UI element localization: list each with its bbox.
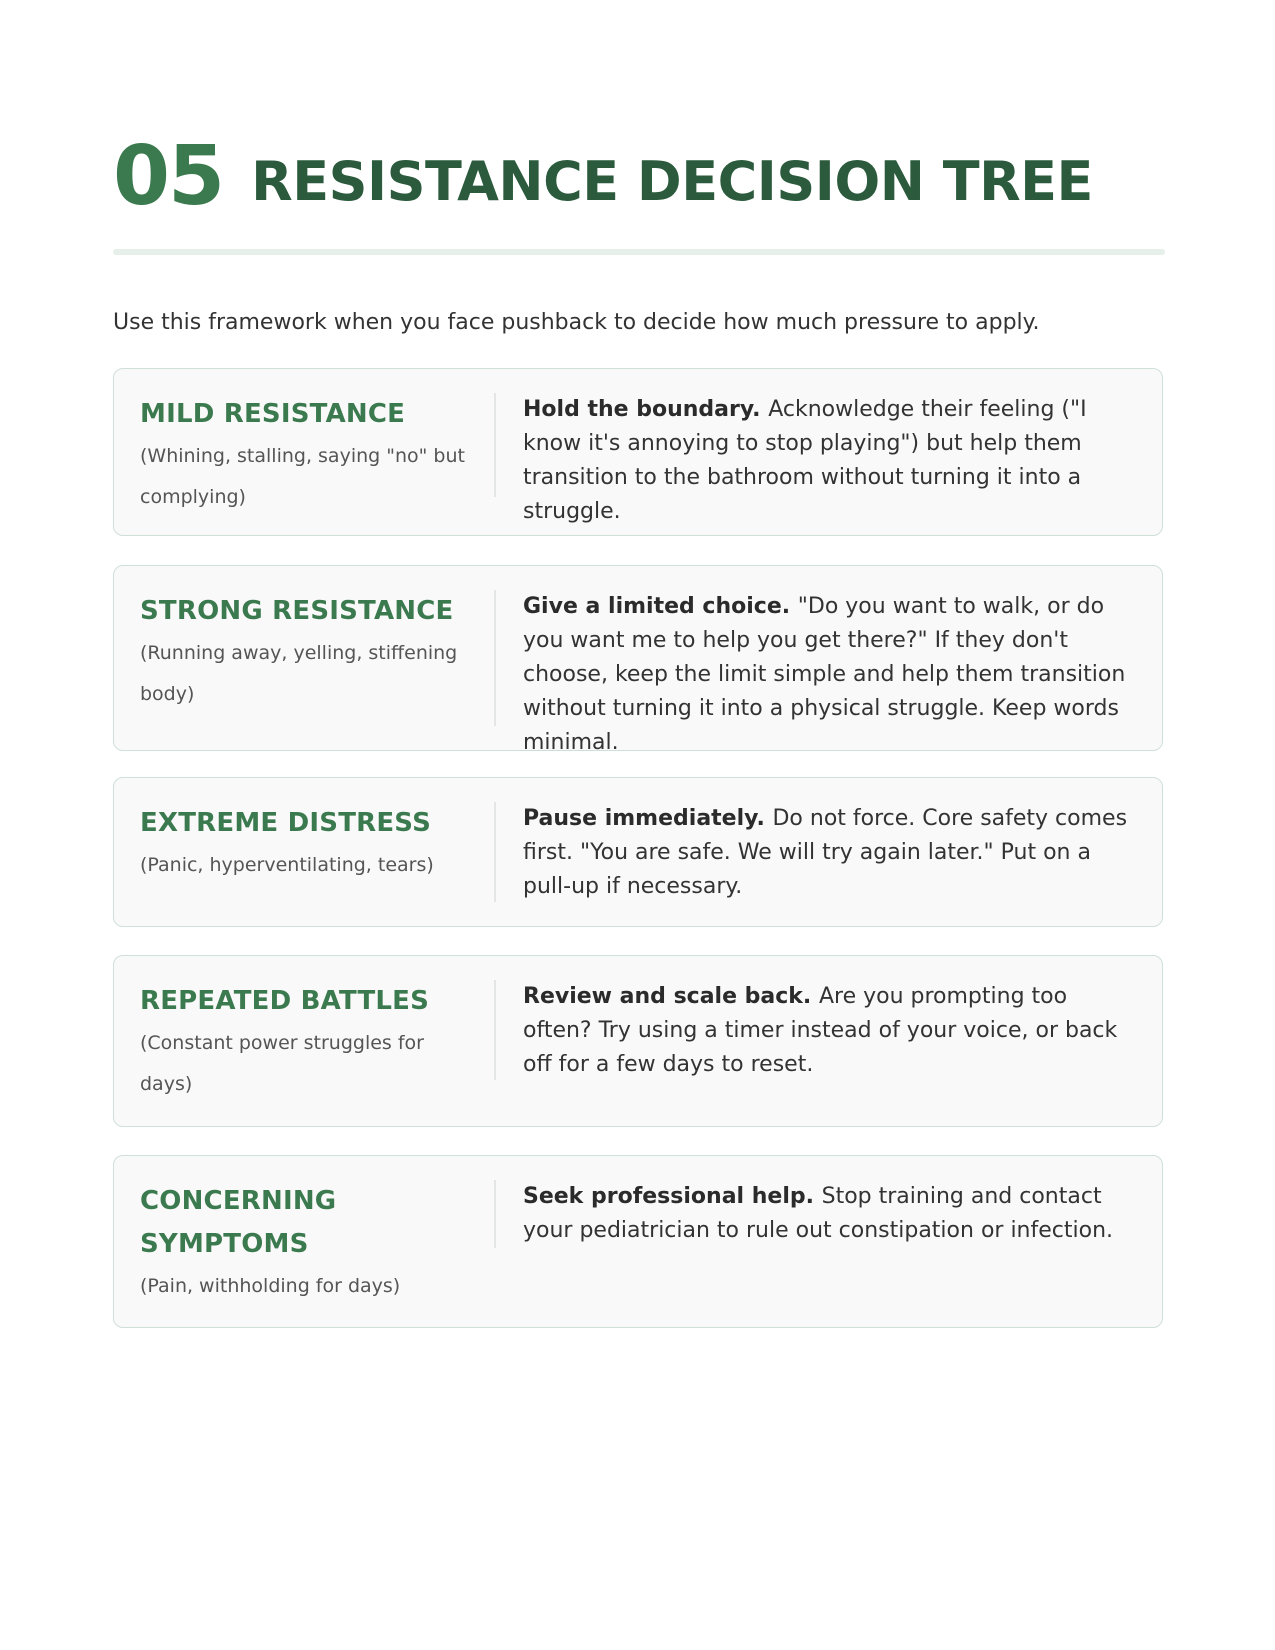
intro-text: Use this framework when you face pushback to decide how much pressure to apply. <box>113 310 1040 335</box>
card-mild-resistance <box>113 368 1163 536</box>
card-category <box>140 590 470 715</box>
card-guidance <box>523 393 1138 529</box>
guidance-body: Stop training and contact your pediatrician to rule out constipation or infection. <box>523 1184 1114 1243</box>
card-guidance <box>523 590 1138 760</box>
card-guidance <box>523 802 1138 904</box>
card-separator <box>494 1180 496 1248</box>
card-separator <box>494 802 496 902</box>
card-category <box>140 1180 470 1307</box>
category-title: CONCERNING SYMPTOMS <box>140 1186 337 1259</box>
guidance-lead: Review and scale back. <box>523 984 819 1009</box>
category-title: STRONG RESISTANCE <box>140 596 454 626</box>
card-separator <box>494 590 496 726</box>
category-subtitle: (Running away, yelling, stiffening body) <box>140 642 458 705</box>
guidance-lead: Hold the boundary. <box>523 397 769 422</box>
guidance-body: Acknowledge their feeling ("I know it's annoying to stop playing") but help them transition to the bathroom without turning it into a struggle. <box>523 397 1087 524</box>
page-title: RESISTANCE DECISION TREE <box>251 150 1093 213</box>
card-concerning-symptoms <box>113 1155 1163 1328</box>
category-subtitle: (Panic, hyperventilating, tears) <box>140 854 434 876</box>
category-title: MILD RESISTANCE <box>140 399 406 429</box>
section-number: 05 <box>113 129 224 224</box>
card-guidance <box>523 1180 1138 1248</box>
card-repeated-battles <box>113 955 1163 1127</box>
card-category <box>140 393 470 518</box>
guidance-lead: Pause immediately. <box>523 806 773 831</box>
section-header <box>113 129 1165 224</box>
guidance-body: Do not force. Core safety comes first. "You are safe. We will try again later." Put on a pull-up if necessary. <box>523 806 1128 899</box>
card-separator <box>494 393 496 497</box>
category-title: EXTREME DISTRESS <box>140 808 431 838</box>
guidance-lead: Give a limited choice. <box>523 594 798 619</box>
card-separator <box>494 980 496 1080</box>
card-category <box>140 802 470 886</box>
category-subtitle: (Whining, stalling, saying "no" but complying) <box>140 445 465 508</box>
category-subtitle: (Pain, withholding for days) <box>140 1275 401 1297</box>
guidance-body: "Do you want to walk, or do you want me to help you get there?" If they don't choose, keep the limit simple and help them transition without turning it into a physical struggle. Keep words minimal. <box>523 594 1126 755</box>
card-category <box>140 980 470 1105</box>
category-subtitle: (Constant power struggles for days) <box>140 1032 424 1095</box>
card-strong-resistance <box>113 565 1163 755</box>
category-title: REPEATED BATTLES <box>140 986 430 1016</box>
guidance-lead: Seek professional help. <box>523 1184 822 1209</box>
title-divider <box>113 249 1165 255</box>
card-guidance <box>523 980 1138 1082</box>
card-extreme-distress <box>113 777 1163 927</box>
guidance-body: Are you prompting too often? Try using a timer instead of your voice, or back off for a few days to reset. <box>523 984 1118 1077</box>
